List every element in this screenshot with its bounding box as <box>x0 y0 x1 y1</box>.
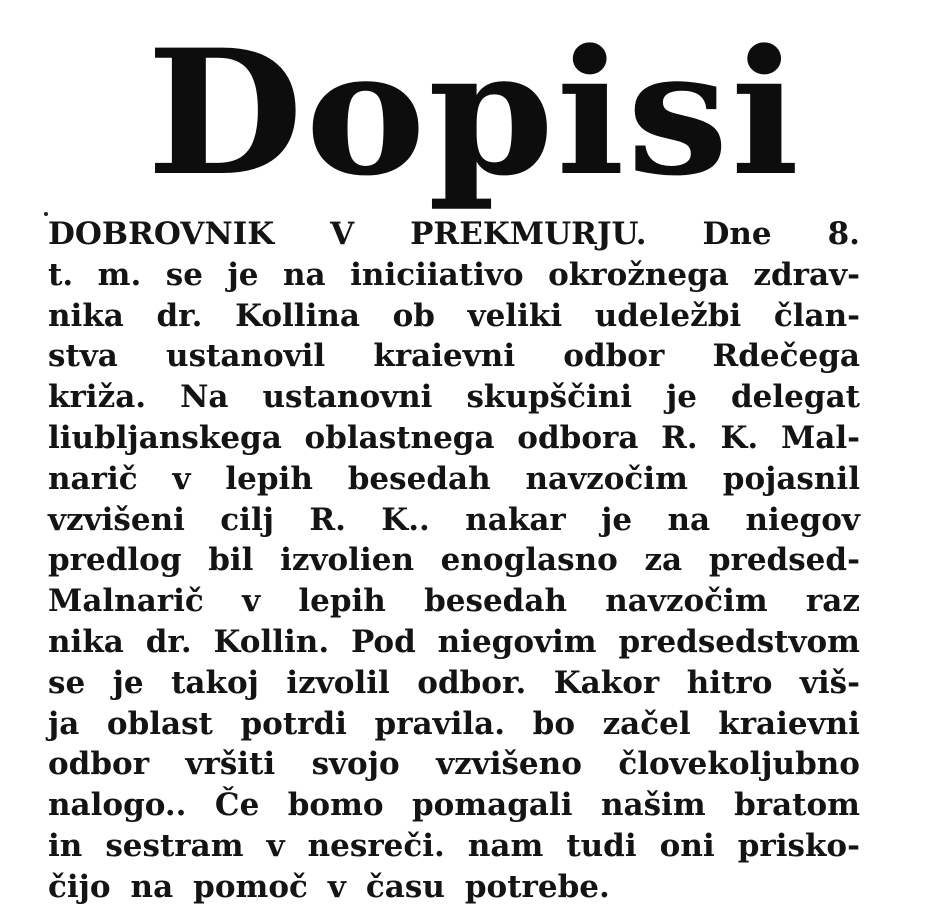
article-body <box>48 214 860 908</box>
article-line: in sestram v nesreči. nam tudi oni prisko- <box>48 827 860 864</box>
article-line: nalogo.. Če bomo pomagali našim bratom <box>48 787 860 824</box>
article-line: križa. Na ustanovni skupščini je delegat <box>48 379 860 416</box>
article-line: liubljanskega oblastnega odbora R. K. Mal- <box>48 419 860 456</box>
article-line: narič v lepih besedah navzočim pojasnil <box>48 460 860 497</box>
article-line: ja oblast potrdi pravila. bo začel kraievni <box>48 705 860 742</box>
article-line: odbor vršiti svojo vzvišeno človekoljubno <box>48 746 860 783</box>
article-line: vzvišeni cilj R. K.. nakar je na niegov <box>48 501 860 538</box>
article-line: čijo na pomoč v času potrebe. <box>48 868 610 905</box>
headline: Dopisi <box>146 11 802 214</box>
article-line: Malnarič v lepih besedah navzočim raz <box>48 583 860 620</box>
article-line: DOBROVNIK V PREKMURJU. Dne 8. <box>48 216 860 252</box>
article-line: predlog bil izvolien enoglasno za predsed- <box>48 542 860 579</box>
article-line: nika dr. Kollin. Pod niegovim predsedstvom <box>48 623 860 660</box>
article-line: t. m. se je na iniciiativo okrožnega zdrav- <box>48 256 860 293</box>
article-line: stva ustanovil kraievni odbor Rdečega <box>48 338 860 375</box>
article-line: nika dr. Kollina ob veliki udeležbi član- <box>48 297 860 334</box>
article-line: se je takoj izvolil odbor. Kakor hitro viš- <box>48 664 860 701</box>
